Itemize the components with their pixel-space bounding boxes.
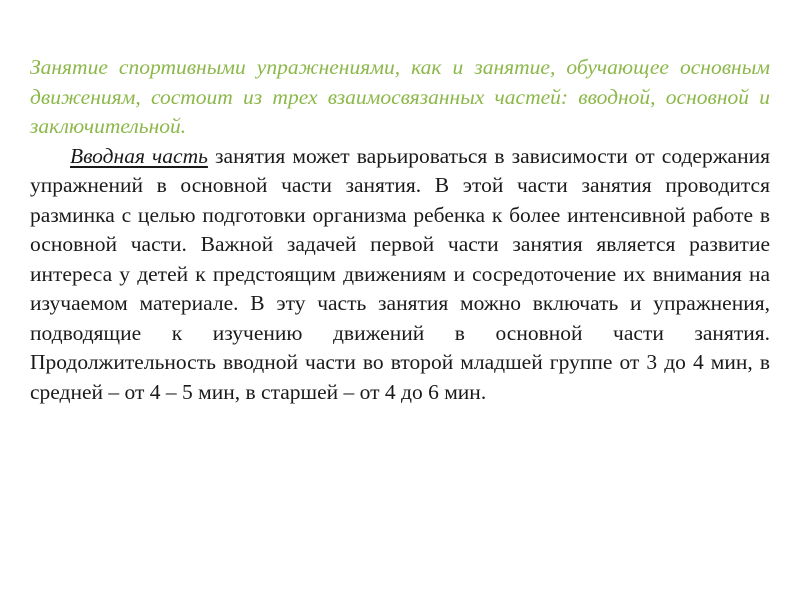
body-paragraph — [30, 142, 770, 408]
body-paragraph-text: занятия может варьироваться в зависимости от содержания упражнений в основной части занятия. В этой части занятия проводится разминка с целью подготовки организма ребенка к более интенсивной работе в основной части. Важной задачей первой части занятия является развитие интереса у детей к предстоящим движениям и сосредоточение их внимания на изучаемом материале. В эту часть занятия можно включать и упражнения, подводящие к изучению движений в основной части занятия. Продолжительность вводной части во второй младшей группе от 3 до 4 мин, в средней – от 4 – 5 мин, в старшей – от 4 до 6 мин. — [30, 143, 771, 404]
term-introductory-part: Вводная часть — [70, 143, 208, 168]
intro-paragraph: Занятие спортивными упражнениями, как и занятие, обучающее основным движениям, состоит из трех взаимосвязанных частей: вводной, основной и заключительной. — [30, 55, 770, 138]
slide-content — [30, 53, 770, 407]
